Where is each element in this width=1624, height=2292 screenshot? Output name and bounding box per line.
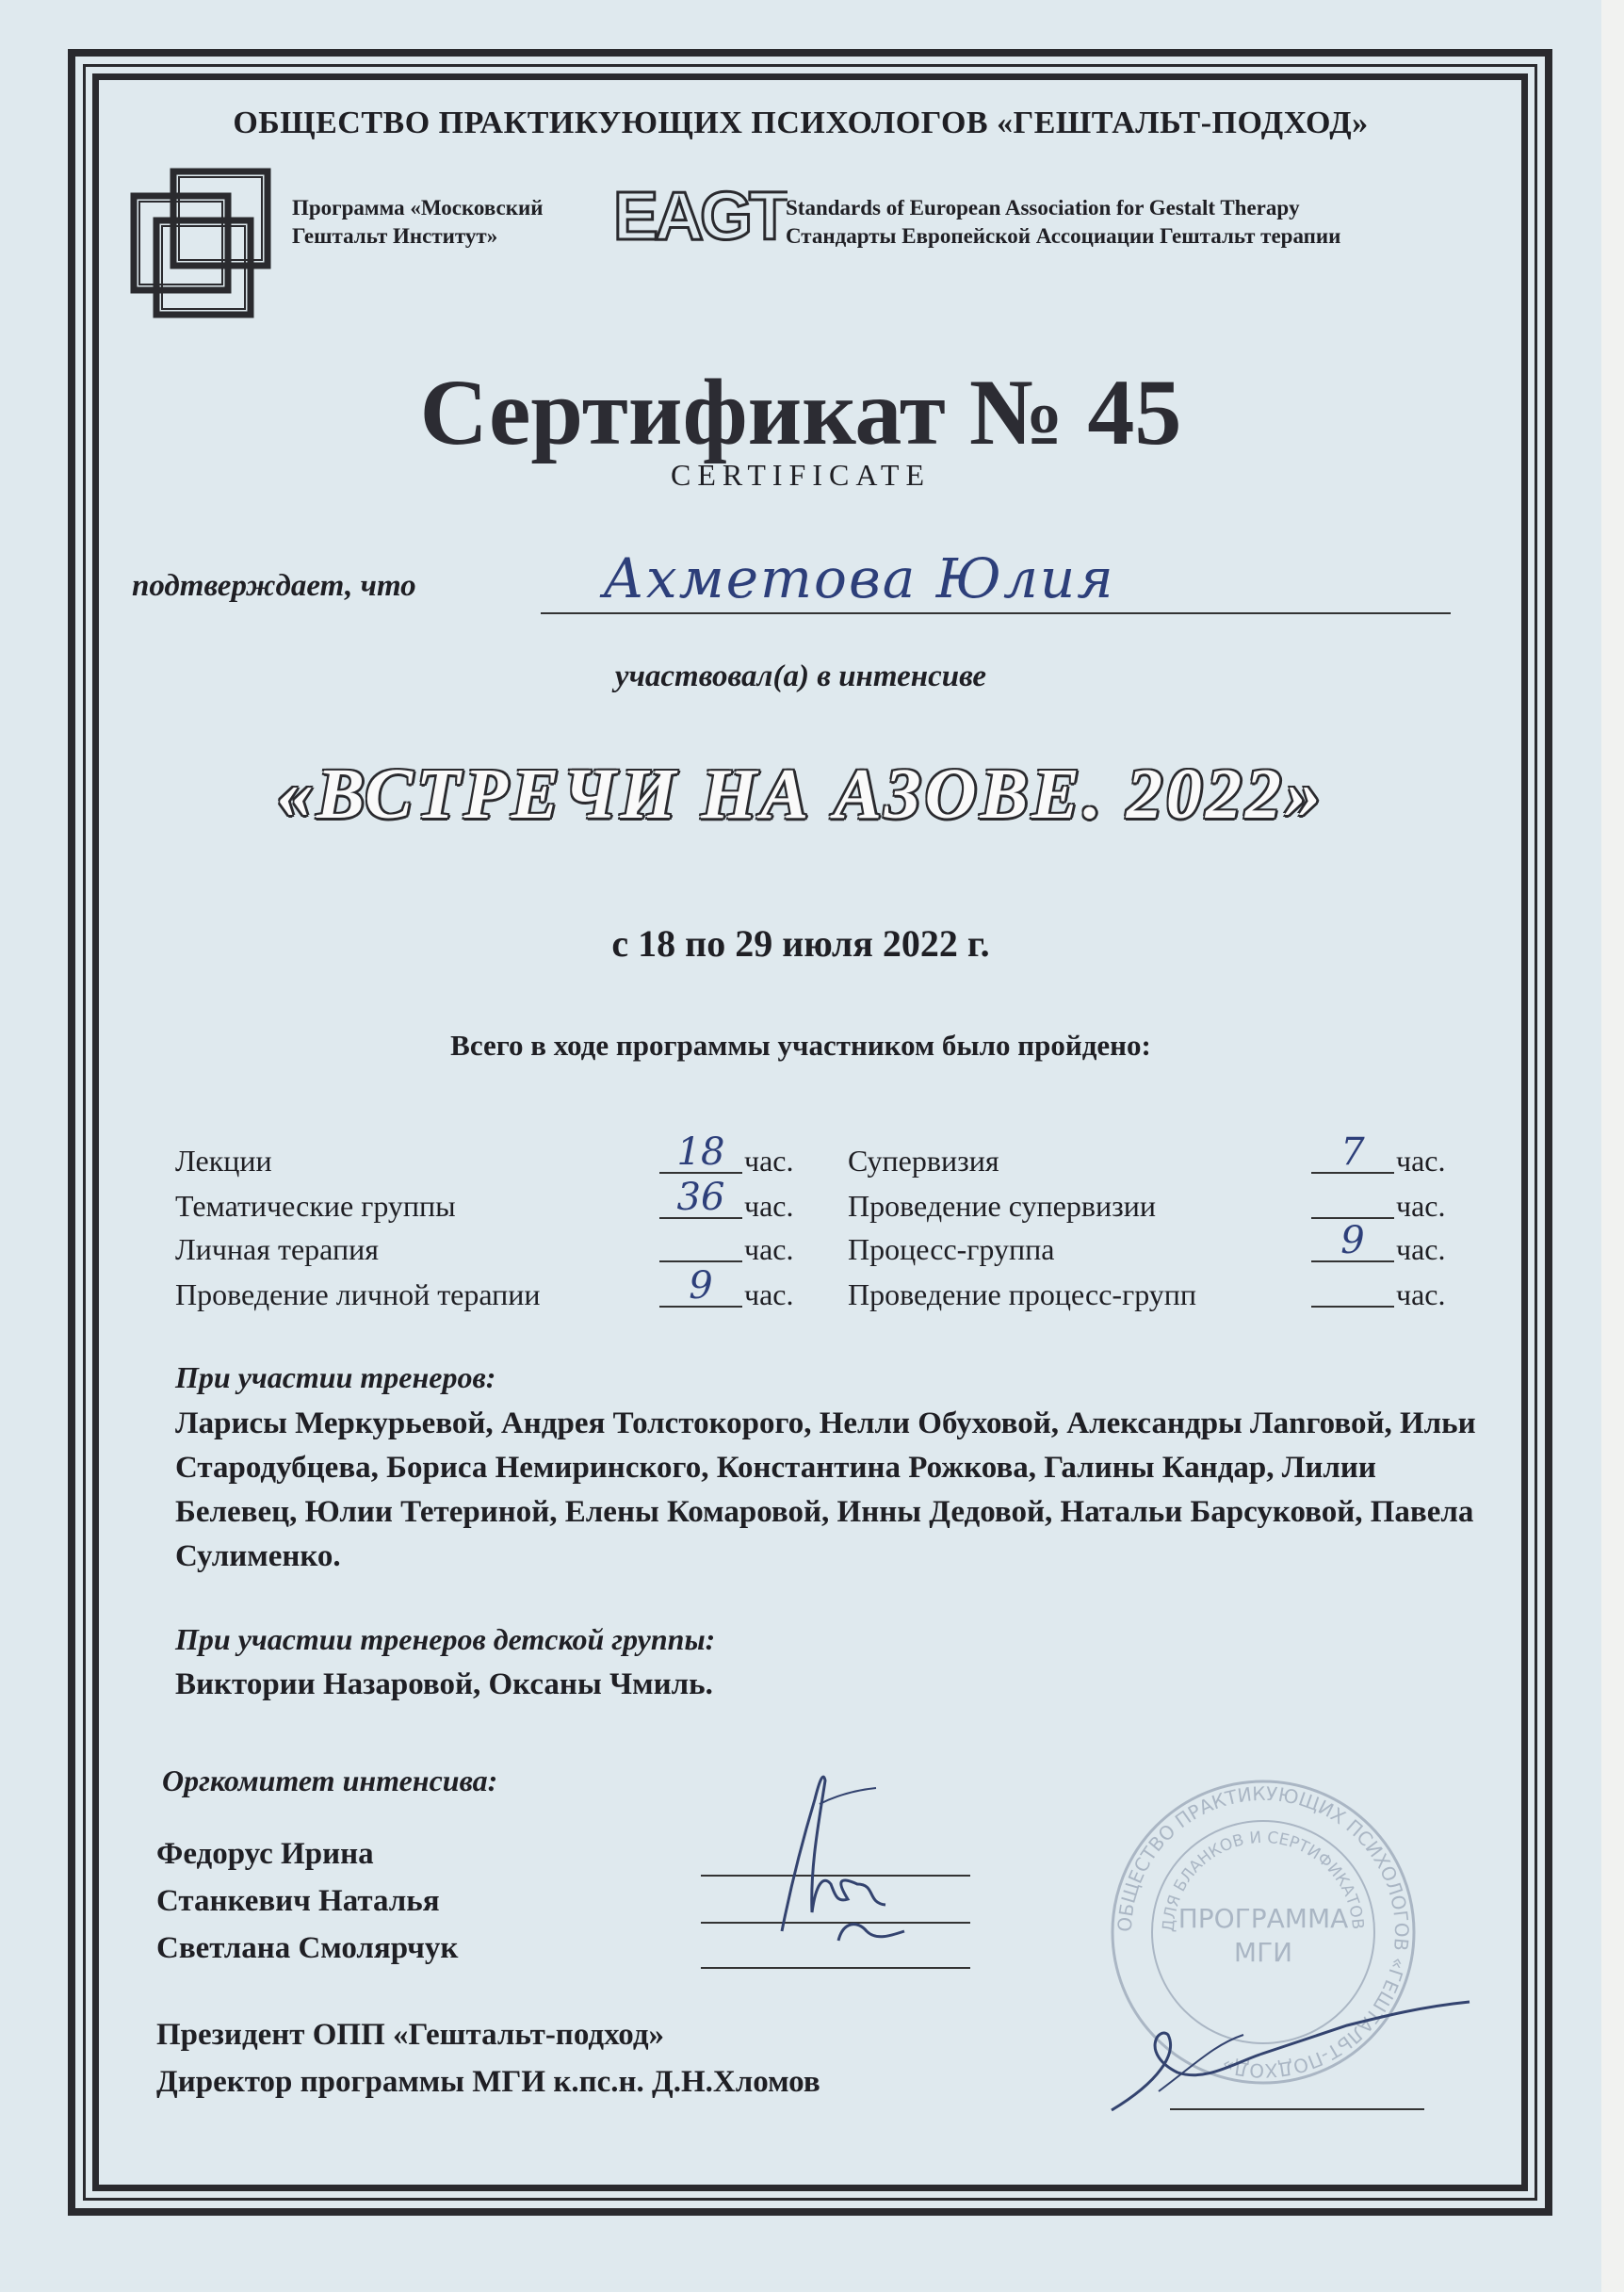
seal-outer-text: ОБЩЕСТВО ПРАКТИКУЮЩИХ ПСИХОЛОГОВ «ГЕШТАЛЬТ-ПОДХОД» — [1112, 1781, 1414, 2083]
trainers-list: Ларисы Меркурьевой, Андрея Толстокорого, Нелли Обуховой, Александры Лanговой, Ильи Стародубцева, Бориса Немиринского, Константина Рожкова, Галины Кандар, Лилии Белевец, Юлии Тетериной, Елены Комаровой, Инны Дедовой, Натальи Барсуковой, Павела Сулименко. — [175, 1406, 1476, 1573]
hours-value-supervision: 7 — [1311, 1136, 1394, 1174]
director-title: Директор программы МГИ к.пс.н. Д.Н.Хломов — [156, 2065, 820, 2099]
program-line-2: Гештальт Институт» — [292, 224, 498, 248]
mgi-logo-icon — [130, 168, 281, 318]
hours-value-thematic-groups: 36 — [659, 1181, 742, 1219]
committee-member: Светлана Смолярчук — [156, 1931, 459, 1965]
certificate-title: Сертификат № 45 — [419, 360, 1182, 464]
eagt-logo-text: EAGT — [612, 179, 788, 251]
standards-ru: Стандарты Европейской Ассоциации Гештальт терапии — [786, 224, 1341, 248]
recipient-name: Ахметова Юлия — [603, 546, 1115, 610]
committee-heading: Оргкомитет интенсива: — [162, 1764, 498, 1797]
hours-unit: час. — [744, 1277, 794, 1311]
seal-center-1: ПРОГРАММА — [1177, 1903, 1349, 1934]
hours-unit: час. — [1396, 1189, 1446, 1223]
confirms-label: подтверждает, что — [132, 569, 416, 603]
event-name: «ВСТРЕЧИ НА АЗОВЕ. 2022» — [277, 755, 1324, 834]
hours-unit: час. — [744, 1232, 794, 1266]
hours-value-lectures: 18 — [659, 1136, 742, 1174]
hours-value-conducting-therapy: 9 — [659, 1270, 742, 1308]
kids-trainers-list: Виктории Назаровой, Оксаны Чмиль. — [175, 1667, 713, 1701]
certificate-subtitle: CERTIFICATE — [671, 458, 931, 492]
hours-value-personal-therapy — [659, 1225, 742, 1262]
hours-label-lectures: Лекции — [175, 1144, 272, 1178]
kids-trainers-heading: При участии тренеров детской группы: — [175, 1622, 716, 1656]
standards-en: Standards of European Association for Gestalt Therapy — [786, 196, 1300, 219]
program-name — [292, 194, 544, 251]
event-dates: с 18 по 29 июля 2022 г. — [611, 922, 990, 965]
hours-label-conducting-supervision: Проведение супервизии — [848, 1189, 1156, 1223]
hours-label-conducting-therapy: Проведение личной терапии — [175, 1277, 541, 1311]
seal-center-2: МГИ — [1233, 1937, 1293, 1968]
name-underline — [541, 612, 1451, 614]
committee-member: Федорус Ирина — [156, 1837, 374, 1871]
hours-unit: час. — [1396, 1277, 1446, 1311]
hours-unit: час. — [744, 1144, 794, 1178]
organization-name: ОБЩЕСТВО ПРАКТИКУЮЩИХ ПСИХОЛОГОВ «ГЕШТАЛЬТ-ПОДХОД» — [233, 106, 1369, 140]
seal-inner-text: ДЛЯ БЛАНКОВ И СЕРТИФИКАТОВ — [1159, 1828, 1368, 1933]
hours-label-thematic-groups: Тематические группы — [175, 1189, 456, 1223]
hours-label-personal-therapy: Личная терапия — [175, 1232, 379, 1266]
trainers-heading: При участии тренеров: — [175, 1360, 496, 1394]
hours-value-process-group: 9 — [1311, 1225, 1394, 1262]
hours-value-conducting-process-groups — [1311, 1270, 1394, 1308]
hours-label-supervision: Супервизия — [848, 1144, 999, 1178]
hours-label-process-group: Процесс-группа — [848, 1232, 1055, 1266]
hours-value-conducting-supervision — [1311, 1181, 1394, 1219]
president-signature — [1102, 1997, 1479, 2120]
participated-label: участвовал(а) в интенсиве — [614, 659, 987, 693]
program-line-1: Программа «Московский — [292, 196, 544, 219]
standards-text — [786, 194, 1340, 251]
hours-label-conducting-process-groups: Проведение процесс-групп — [848, 1277, 1197, 1311]
hours-unit: час. — [744, 1189, 794, 1223]
hours-unit: час. — [1396, 1144, 1446, 1178]
committee-signature — [725, 1743, 933, 1969]
total-label: Всего в ходе программы участником было пройдено: — [450, 1029, 1151, 1062]
committee-member: Станкевич Наталья — [156, 1884, 440, 1918]
eagt-logo — [612, 179, 788, 251]
hours-unit: час. — [1396, 1232, 1446, 1266]
president-title: Президент ОПП «Гештальт-подход» — [156, 2018, 665, 2052]
